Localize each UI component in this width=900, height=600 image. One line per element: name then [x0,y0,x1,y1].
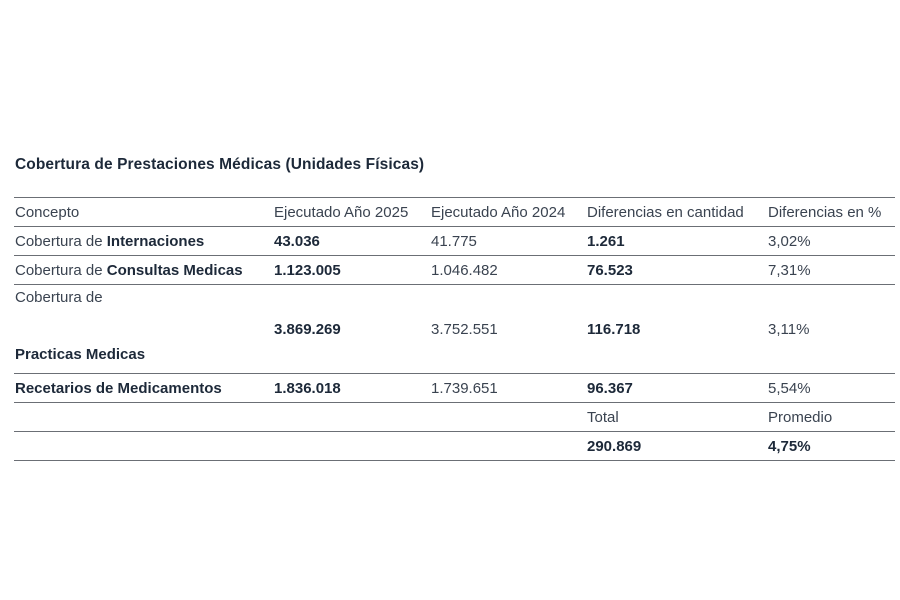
row-concepto [14,233,273,250]
total-label: Total [587,408,619,426]
summary-value-row [14,432,895,461]
concepto-prefix: Cobertura de [15,232,107,250]
row-diferencia-pct: 3,02% [768,232,811,250]
row-concepto [14,262,273,279]
average-label: Promedio [768,408,833,426]
row-ejecutado-2024: 1.046.482 [431,261,498,279]
row-ejecutado-2025: 43.036 [274,232,320,250]
row-diferencia-cantidad: 76.523 [587,261,633,279]
total-value: 290.869 [587,437,642,455]
row-ejecutado-2025: 3.869.269 [274,320,341,338]
row-diferencia-cantidad: 116.718 [587,320,641,338]
table-header-row [14,198,895,227]
concepto-prefix: Cobertura de [15,289,103,306]
row-ejecutado-2024: 3.752.551 [431,320,498,338]
coverage-table [14,197,895,461]
header-ejecutado-2025: Ejecutado Año 2025 [274,203,409,221]
concepto-prefix: Cobertura de [15,261,107,279]
header-ejecutado-2024: Ejecutado Año 2024 [431,203,566,221]
table-row [14,256,895,285]
row-ejecutado-2024: 1.739.651 [431,379,498,397]
concepto-bold: Recetarios de Medicamentos [15,379,222,397]
header-concepto: Concepto [15,203,80,221]
row-diferencia-cantidad: 1.261 [587,232,625,250]
row-ejecutado-2025: 1.123.005 [274,261,341,279]
row-diferencia-pct: 7,31% [768,261,811,279]
row-ejecutado-2024: 41.775 [431,232,477,250]
concepto-bold: Practicas Medicas [15,346,146,363]
concepto-bold: Consultas Medicas [106,261,243,279]
average-value: 4,75% [768,437,811,455]
row-ejecutado-2025: 1.836.018 [274,379,341,397]
table-row [14,285,895,374]
summary-label-row [14,403,895,432]
table-row [14,227,895,256]
header-diferencias-pct: Diferencias en % [768,203,882,221]
row-concepto [14,285,273,373]
row-concepto [14,380,273,397]
row-diferencia-pct: 5,54% [768,379,811,397]
row-diferencia-pct: 3,11% [768,320,810,338]
table-row [14,374,895,403]
concepto-bold: Internaciones [106,232,205,250]
header-diferencias-cantidad: Diferencias en cantidad [587,203,744,221]
row-diferencia-cantidad: 96.367 [587,379,633,397]
table-title: Cobertura de Prestaciones Médicas (Unidades Físicas) [15,156,425,173]
